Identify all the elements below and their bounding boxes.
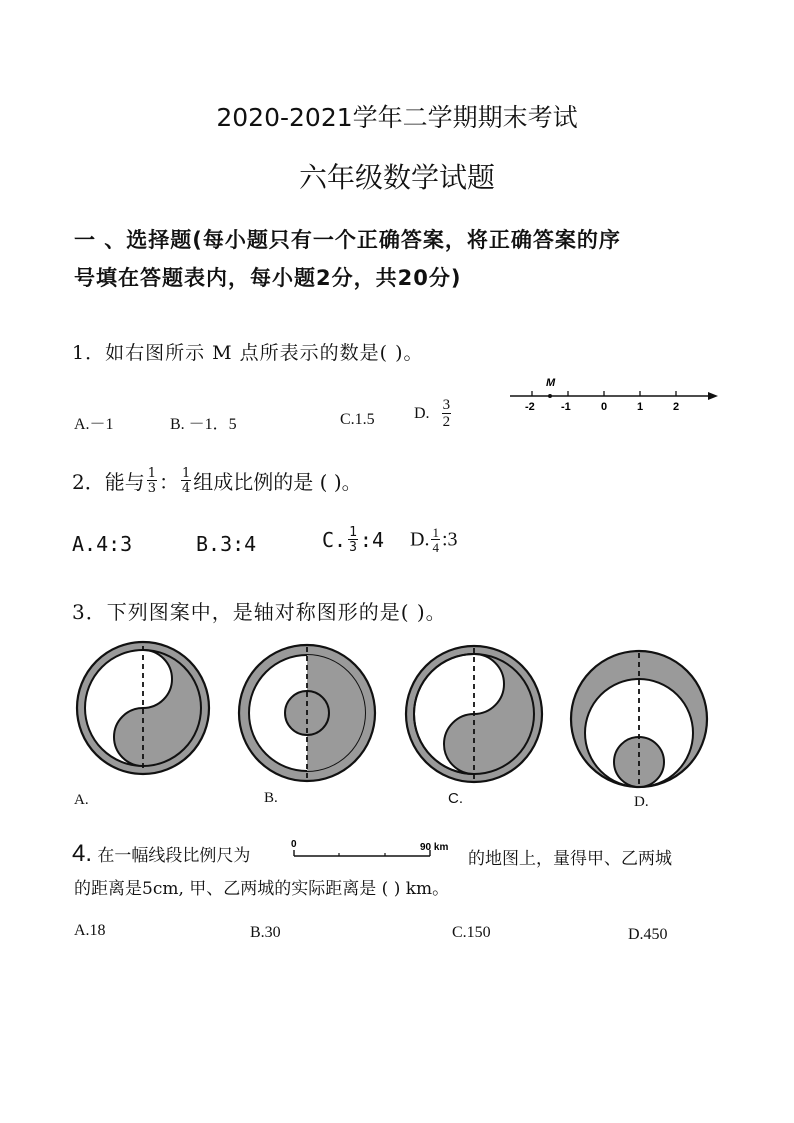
fraction-numerator: 1 [349, 525, 357, 540]
q2-option-d-suffix: :3 [441, 528, 458, 551]
fraction-denominator: 3 [349, 540, 357, 555]
q2-fraction-2 [181, 467, 191, 495]
figure-b [236, 642, 378, 784]
number-line [508, 376, 720, 416]
exam-title: 2020-2021学年二学期期末考试 [216, 103, 578, 132]
q2-option-b: B.3:4 [196, 532, 257, 556]
q4-option-c: C.150 [452, 924, 491, 941]
tick-label-neg1: -1 [561, 401, 571, 413]
figure-d-label: D. [634, 794, 649, 810]
q2-separator: ： [159, 470, 180, 494]
q1-option-b: B. －1．5 [170, 416, 237, 433]
fraction-numerator: 1 [182, 465, 191, 481]
figure-d [568, 648, 710, 790]
q2-option-c [322, 526, 384, 554]
q1-option-d [414, 398, 453, 430]
figure-c-label: C. [448, 790, 463, 807]
q4-text2: 的地图上，量得甲、乙两城 [468, 849, 672, 869]
q2-option-c-suffix: :4 [359, 528, 385, 552]
scale-bar [290, 838, 462, 864]
q2-option-c-prefix: C. [322, 528, 347, 552]
q1-option-d-label: D. [414, 405, 430, 422]
fraction-denominator: 2 [442, 414, 451, 430]
fraction-denominator: 3 [147, 480, 157, 496]
q1-option-c: C.1.5 [340, 411, 375, 428]
tick-label-2: 2 [673, 401, 680, 413]
q4-option-d: D.450 [628, 926, 668, 943]
q2-option-a: A.4:3 [72, 532, 133, 556]
figure-b-label: B. [264, 790, 278, 806]
q2-option-d-prefix: D. [410, 528, 430, 551]
section-heading-line1: 一 、选择题(每小题只有一个正确答案，将正确答案的序 [74, 228, 621, 252]
exam-subtitle: 六年级数学试题 [298, 161, 495, 194]
figure-c [402, 644, 546, 784]
tick-label-0: 0 [601, 401, 608, 413]
section-heading-line2: 号填在答题表内，每小题2分，共20分) [74, 266, 462, 290]
figure-a [72, 640, 214, 776]
fraction-denominator: 4 [182, 480, 191, 496]
question-4-line2: 的距离是5cm, 甲、乙两城的实际距离是 ( ) km。 [74, 879, 450, 899]
q1-option-d-fraction [442, 398, 452, 430]
fraction-numerator: 1 [147, 465, 157, 481]
q4-number: 4. [72, 840, 93, 867]
q2-option-d-fraction [431, 526, 440, 554]
q2-option-c-fraction [348, 526, 358, 554]
question-4-line1 [72, 840, 250, 868]
scale-bar-end-label: 90 km [420, 842, 449, 853]
q2-suffix: 组成比例的是 ( )。 [193, 470, 362, 494]
q2-option-d [410, 526, 458, 554]
point-m-dot [548, 394, 552, 398]
q2-prefix: 2．能与 [72, 470, 145, 494]
figure-a-label: A. [74, 792, 89, 808]
question-3-text: 3．下列图案中，是轴对称图形的是( )。 [72, 600, 447, 624]
q4-option-a: A.18 [74, 922, 106, 939]
tick-label-neg2: -2 [525, 401, 535, 413]
q2-fraction-1 [147, 467, 157, 495]
fraction-numerator: 1 [432, 525, 439, 540]
q4-text1: 在一幅线段比例尺为 [97, 846, 251, 866]
question-2-text [72, 466, 362, 495]
q4-option-b: B.30 [250, 924, 281, 941]
tick-label-1: 1 [637, 401, 644, 413]
point-m-label: M [546, 377, 556, 389]
fraction-denominator: 4 [432, 540, 439, 555]
question-1-text: 1．如右图所示 M 点所表示的数是( )。 [72, 342, 424, 364]
number-line-arrow [708, 392, 718, 400]
scale-bar-start-label: 0 [291, 839, 297, 850]
q1-option-a: A.－1 [74, 416, 114, 433]
fraction-numerator: 3 [442, 397, 451, 413]
